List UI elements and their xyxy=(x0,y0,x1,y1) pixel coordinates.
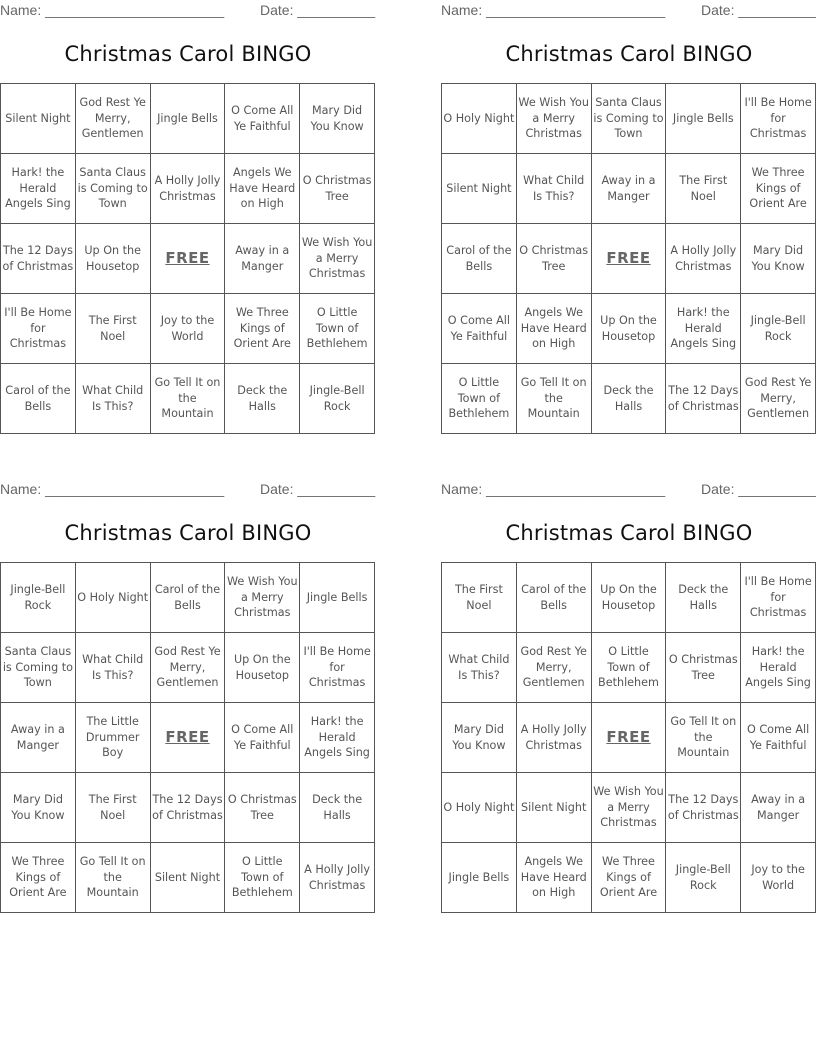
bingo-cell[interactable]: We Three Kings of Orient Are xyxy=(225,294,300,364)
bingo-cell[interactable]: O Holy Night xyxy=(76,563,151,633)
free-space[interactable]: FREE xyxy=(151,703,226,773)
bingo-cell[interactable]: A Holly Jolly Christmas xyxy=(300,843,375,913)
card-title: Christmas Carol BINGO xyxy=(505,42,753,66)
bingo-cell[interactable]: The First Noel xyxy=(76,294,151,364)
bingo-cell[interactable]: Away in a Manger xyxy=(1,703,76,773)
name-field[interactable]: Name: _______________________ xyxy=(0,2,225,18)
bingo-cell[interactable]: Mary Did You Know xyxy=(1,773,76,843)
bingo-cell[interactable]: What Child Is This? xyxy=(76,633,151,703)
bingo-cell[interactable]: Up On the Housetop xyxy=(76,224,151,294)
free-space[interactable]: FREE xyxy=(151,224,226,294)
bingo-cell[interactable]: O Come All Ye Faithful xyxy=(741,703,816,773)
bingo-card xyxy=(441,0,816,440)
bingo-grid xyxy=(0,562,375,913)
bingo-cell[interactable]: Joy to the World xyxy=(741,843,816,913)
bingo-cell[interactable]: Santa Claus is Coming to Town xyxy=(1,633,76,703)
bingo-cell[interactable]: What Child Is This? xyxy=(442,633,517,703)
bingo-grid xyxy=(0,83,375,434)
bingo-cell[interactable]: Deck the Halls xyxy=(225,364,300,434)
bingo-cell[interactable]: O Come All Ye Faithful xyxy=(225,84,300,154)
date-field[interactable]: Date: __________ xyxy=(260,481,376,497)
bingo-cell[interactable]: O Come All Ye Faithful xyxy=(442,294,517,364)
bingo-cell[interactable]: We Three Kings of Orient Are xyxy=(1,843,76,913)
bingo-cell[interactable]: Jingle-Bell Rock xyxy=(741,294,816,364)
bingo-cell[interactable]: What Child Is This? xyxy=(76,364,151,434)
bingo-cell[interactable]: Silent Night xyxy=(151,843,226,913)
bingo-cell[interactable]: Away in a Manger xyxy=(592,154,667,224)
bingo-cell[interactable]: Silent Night xyxy=(442,154,517,224)
bingo-cell[interactable]: O Christmas Tree xyxy=(225,773,300,843)
bingo-cell[interactable]: Mary Did You Know xyxy=(741,224,816,294)
bingo-cell[interactable]: Mary Did You Know xyxy=(300,84,375,154)
bingo-cell[interactable]: Go Tell It on the Mountain xyxy=(666,703,741,773)
bingo-cell[interactable]: Deck the Halls xyxy=(300,773,375,843)
bingo-cell[interactable]: A Holly Jolly Christmas xyxy=(666,224,741,294)
bingo-cell[interactable]: Angels We Have Heard on High xyxy=(517,294,592,364)
bingo-grid xyxy=(441,562,816,913)
free-space[interactable]: FREE xyxy=(592,224,667,294)
bingo-cell[interactable]: Carol of the Bells xyxy=(442,224,517,294)
bingo-cell[interactable]: Away in a Manger xyxy=(225,224,300,294)
bingo-cell[interactable]: Up On the Housetop xyxy=(592,294,667,364)
name-field[interactable]: Name: _______________________ xyxy=(441,2,666,18)
bingo-cell[interactable]: Deck the Halls xyxy=(592,364,667,434)
bingo-cell[interactable]: Jingle Bells xyxy=(442,843,517,913)
bingo-cell[interactable]: We Wish You a Merry Christmas xyxy=(300,224,375,294)
bingo-cell[interactable]: The Little Drummer Boy xyxy=(76,703,151,773)
bingo-cell[interactable]: Angels We Have Heard on High xyxy=(225,154,300,224)
bingo-cell[interactable]: O Holy Night xyxy=(442,773,517,843)
bingo-cell[interactable]: A Holly Jolly Christmas xyxy=(151,154,226,224)
bingo-cell[interactable]: The 12 Days of Christmas xyxy=(1,224,76,294)
card-header xyxy=(441,479,816,499)
card-header xyxy=(0,479,376,499)
card-title: Christmas Carol BINGO xyxy=(64,521,312,545)
card-title: Christmas Carol BINGO xyxy=(505,521,753,545)
bingo-cell[interactable]: We Wish You a Merry Christmas xyxy=(592,773,667,843)
bingo-cell[interactable]: Jingle-Bell Rock xyxy=(1,563,76,633)
bingo-cell[interactable]: Santa Claus is Coming to Town xyxy=(592,84,667,154)
bingo-cell[interactable]: Mary Did You Know xyxy=(442,703,517,773)
bingo-cell[interactable]: We Three Kings of Orient Are xyxy=(741,154,816,224)
card-header xyxy=(441,0,816,20)
bingo-cell[interactable]: Carol of the Bells xyxy=(1,364,76,434)
bingo-cell[interactable]: Go Tell It on the Mountain xyxy=(151,364,226,434)
date-field[interactable]: Date: __________ xyxy=(260,2,376,18)
name-field[interactable]: Name: _______________________ xyxy=(441,481,666,497)
bingo-cell[interactable]: O Christmas Tree xyxy=(517,224,592,294)
bingo-cell[interactable]: I'll Be Home for Christmas xyxy=(741,563,816,633)
bingo-cell[interactable]: Jingle Bells xyxy=(300,563,375,633)
bingo-cell[interactable]: The 12 Days of Christmas xyxy=(666,773,741,843)
bingo-cell[interactable]: Hark! the Herald Angels Sing xyxy=(300,703,375,773)
date-field[interactable]: Date: __________ xyxy=(701,2,816,18)
bingo-cell[interactable]: O Little Town of Bethlehem xyxy=(592,633,667,703)
bingo-grid xyxy=(441,83,816,434)
bingo-cell[interactable]: Hark! the Herald Angels Sing xyxy=(666,294,741,364)
bingo-cell[interactable]: Jingle-Bell Rock xyxy=(666,843,741,913)
bingo-cell[interactable]: Santa Claus is Coming to Town xyxy=(76,154,151,224)
bingo-cell[interactable]: Angels We Have Heard on High xyxy=(517,843,592,913)
bingo-cell[interactable]: I'll Be Home for Christmas xyxy=(300,633,375,703)
bingo-cell[interactable]: O Christmas Tree xyxy=(666,633,741,703)
bingo-card xyxy=(0,479,376,919)
date-field[interactable]: Date: __________ xyxy=(701,481,816,497)
card-header xyxy=(0,0,376,20)
bingo-cell[interactable]: Silent Night xyxy=(517,773,592,843)
bingo-cell[interactable]: O Little Town of Bethlehem xyxy=(300,294,375,364)
bingo-cell[interactable]: Jingle Bells xyxy=(151,84,226,154)
bingo-cell[interactable]: The First Noel xyxy=(442,563,517,633)
bingo-cell[interactable]: O Come All Ye Faithful xyxy=(225,703,300,773)
bingo-cell[interactable]: Go Tell It on the Mountain xyxy=(517,364,592,434)
bingo-cell[interactable]: Carol of the Bells xyxy=(517,563,592,633)
bingo-cell[interactable]: A Holly Jolly Christmas xyxy=(517,703,592,773)
bingo-cell[interactable]: I'll Be Home for Christmas xyxy=(741,84,816,154)
name-field[interactable]: Name: _______________________ xyxy=(0,481,225,497)
bingo-cell[interactable]: Up On the Housetop xyxy=(225,633,300,703)
bingo-cell[interactable]: O Little Town of Bethlehem xyxy=(442,364,517,434)
bingo-cell[interactable]: Jingle Bells xyxy=(666,84,741,154)
bingo-cell[interactable]: Hark! the Herald Angels Sing xyxy=(741,633,816,703)
bingo-cell[interactable]: Go Tell It on the Mountain xyxy=(76,843,151,913)
bingo-cell[interactable]: Carol of the Bells xyxy=(151,563,226,633)
bingo-cell[interactable]: Away in a Manger xyxy=(741,773,816,843)
bingo-cell[interactable]: The 12 Days of Christmas xyxy=(666,364,741,434)
card-title: Christmas Carol BINGO xyxy=(64,42,312,66)
bingo-cell[interactable]: O Little Town of Bethlehem xyxy=(225,843,300,913)
bingo-cell[interactable]: Hark! the Herald Angels Sing xyxy=(1,154,76,224)
bingo-cell[interactable]: God Rest Ye Merry, Gentlemen xyxy=(151,633,226,703)
bingo-cell[interactable]: Silent Night xyxy=(1,84,76,154)
bingo-cell[interactable]: The First Noel xyxy=(666,154,741,224)
bingo-cell[interactable]: What Child Is This? xyxy=(517,154,592,224)
free-space[interactable]: FREE xyxy=(592,703,667,773)
bingo-cell[interactable]: Joy to the World xyxy=(151,294,226,364)
bingo-cell[interactable]: We Three Kings of Orient Are xyxy=(592,843,667,913)
bingo-card xyxy=(0,0,376,440)
bingo-cell[interactable]: God Rest Ye Merry, Gentlemen xyxy=(76,84,151,154)
bingo-cell[interactable]: The 12 Days of Christmas xyxy=(151,773,226,843)
bingo-cell[interactable]: God Rest Ye Merry, Gentlemen xyxy=(741,364,816,434)
bingo-cell[interactable]: We Wish You a Merry Christmas xyxy=(225,563,300,633)
bingo-cell[interactable]: I'll Be Home for Christmas xyxy=(1,294,76,364)
bingo-cell[interactable]: Jingle-Bell Rock xyxy=(300,364,375,434)
bingo-cell[interactable]: Deck the Halls xyxy=(666,563,741,633)
bingo-cell[interactable]: We Wish You a Merry Christmas xyxy=(517,84,592,154)
bingo-cell[interactable]: The First Noel xyxy=(76,773,151,843)
bingo-cell[interactable]: God Rest Ye Merry, Gentlemen xyxy=(517,633,592,703)
bingo-cell[interactable]: Up On the Housetop xyxy=(592,563,667,633)
bingo-cell[interactable]: O Christmas Tree xyxy=(300,154,375,224)
bingo-card xyxy=(441,479,816,919)
bingo-cell[interactable]: O Holy Night xyxy=(442,84,517,154)
